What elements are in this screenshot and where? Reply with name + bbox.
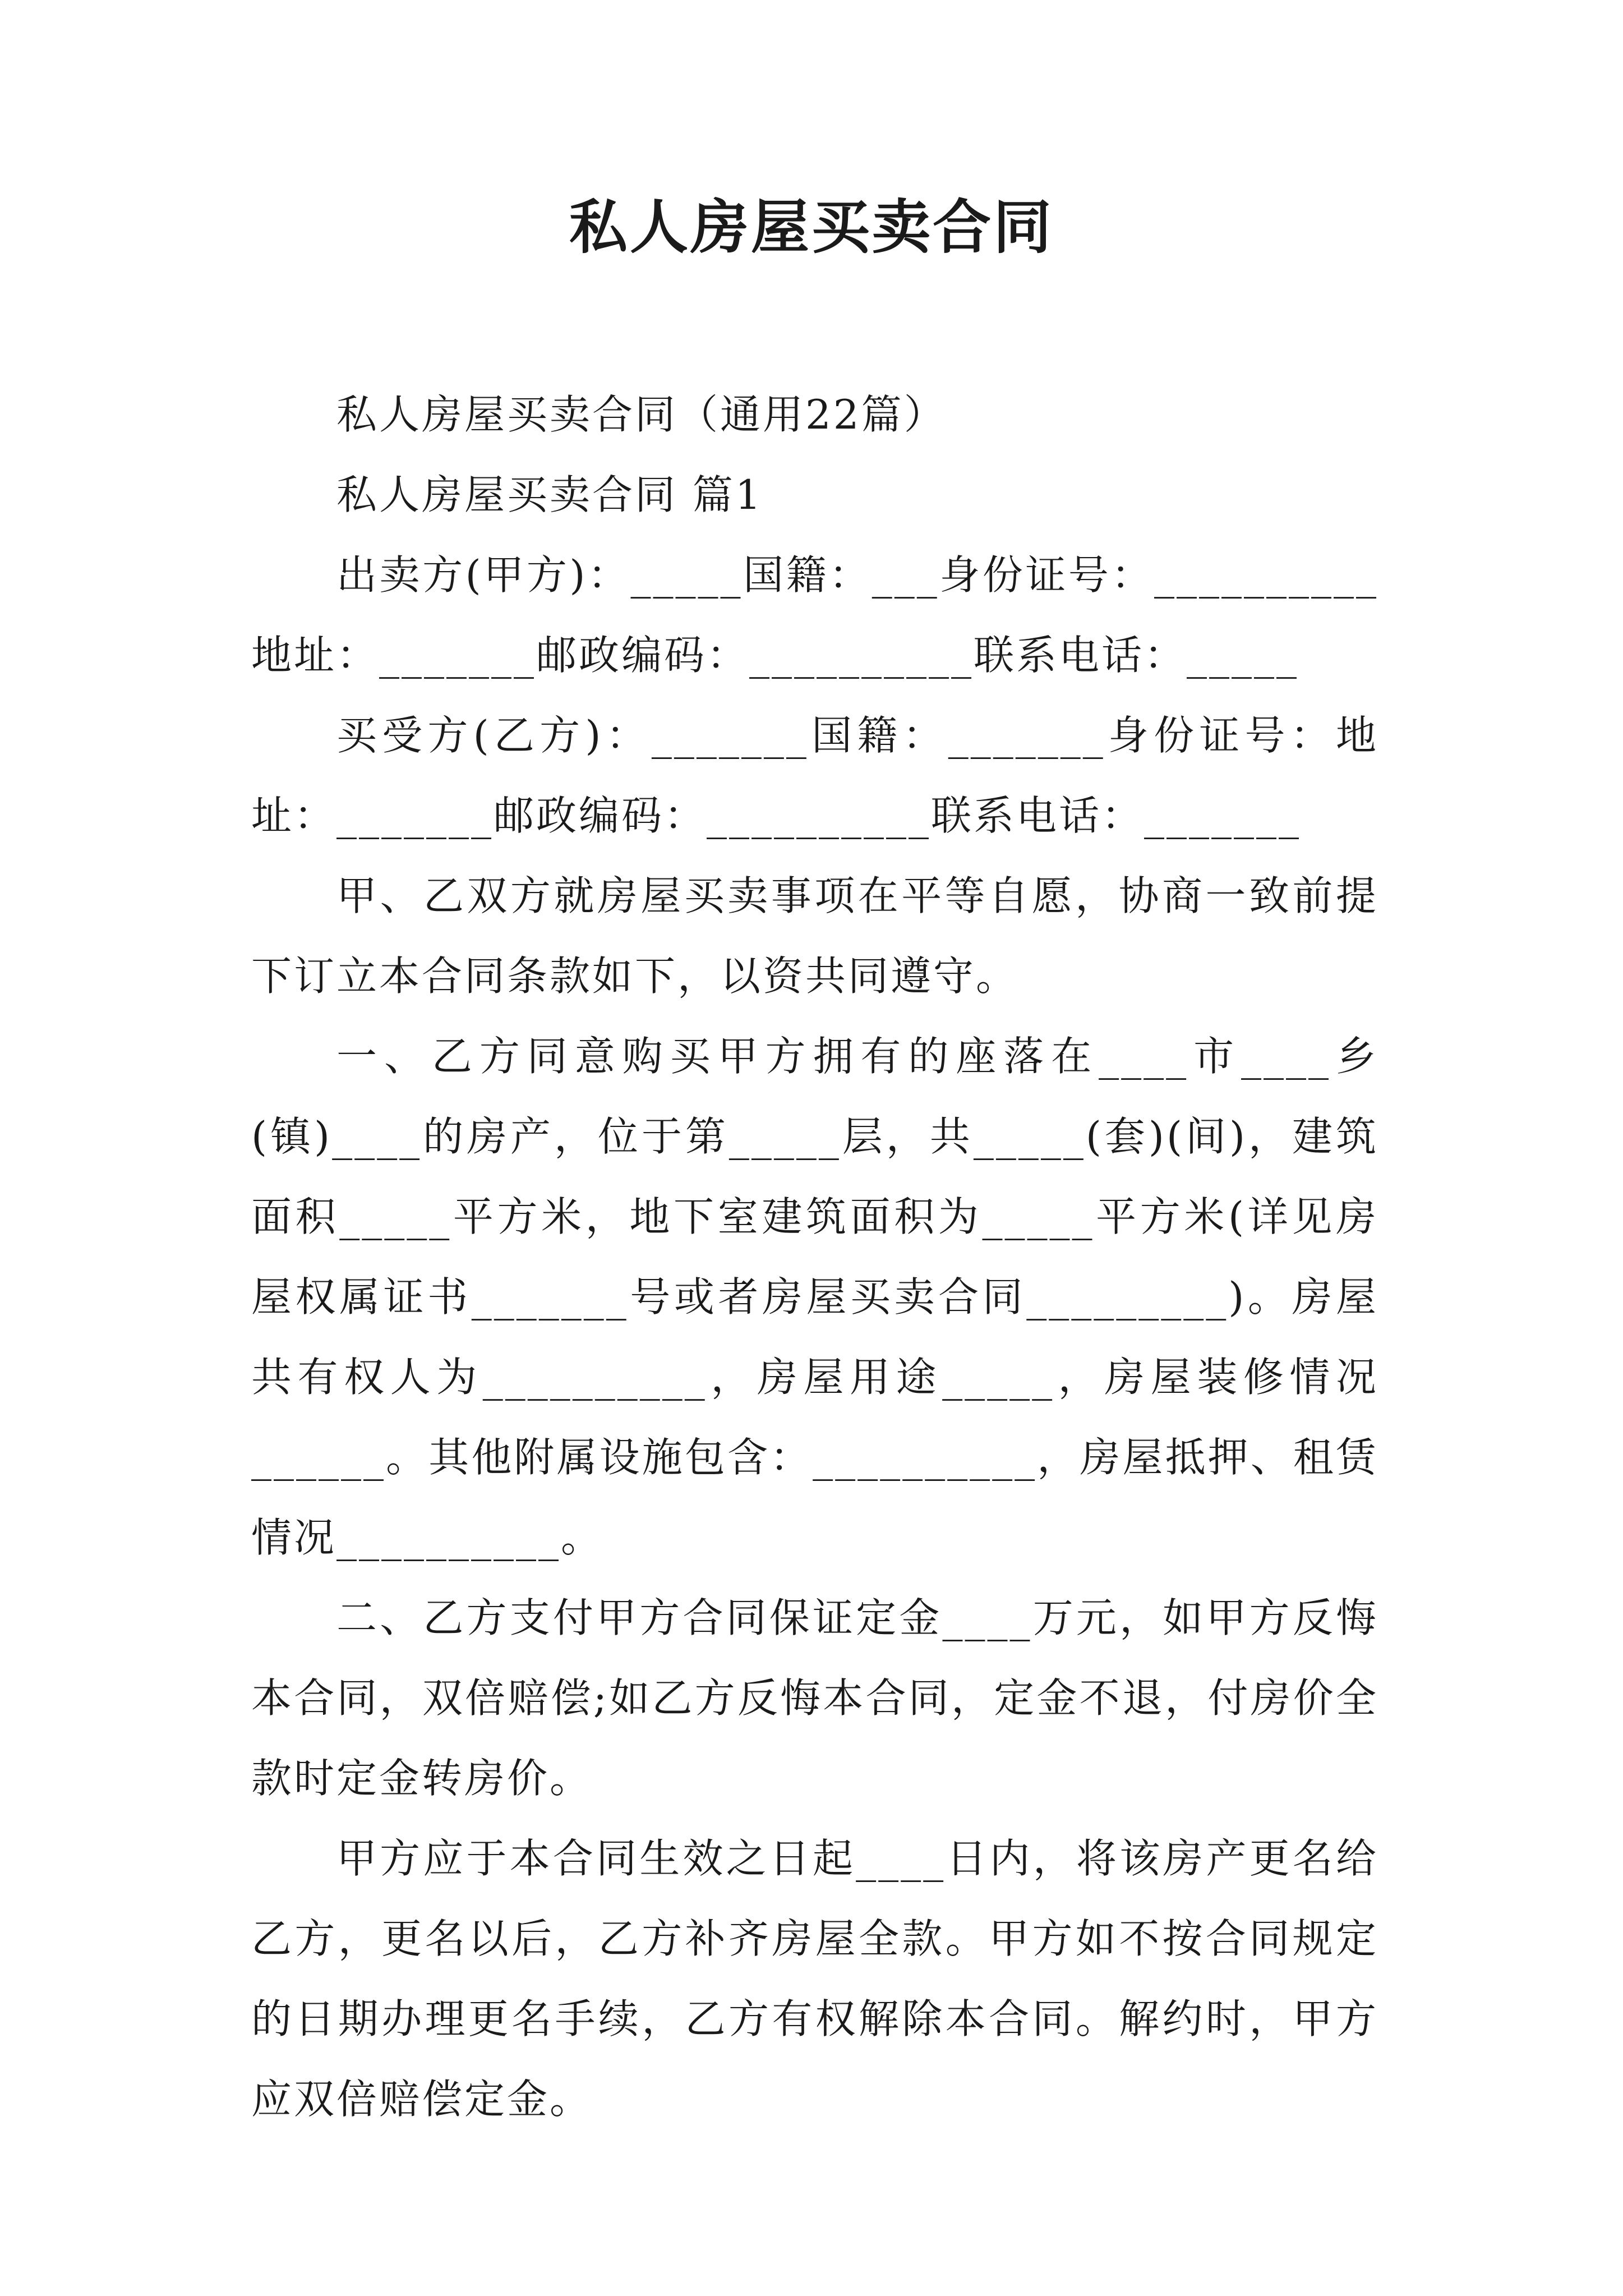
document-title: 私人房屋买卖合同 [569, 192, 1054, 261]
transfer-clause-paragraph: 甲方应于本合同生效之日起____日内，将该房产更名给乙方，更名以后，乙方补齐房屋全款。甲方如不按合同规定的日期办理更名手续，乙方有权解除本合同。解约时，甲方应双倍赔偿定金。 [251, 1835, 1378, 2123]
collection-heading: 私人房屋买卖合同（通用22篇） [336, 391, 947, 438]
seller-info-paragraph: 出卖方(甲方)：_____国籍：___身份证号：__________地址：_______邮政编码：__________联系电话：_____ [251, 551, 1378, 679]
clause-2-paragraph: 二、乙方支付甲方合同保证定金____万元，如甲方反悔本合同，双倍赔偿;如乙方反悔本合同，定金不退，付房价全款时定金转房价。 [251, 1594, 1378, 1802]
buyer-info-paragraph: 买受方(乙方)：_______国籍：_______身份证号：地址：_______邮政编码：__________联系电话：_______ [251, 712, 1378, 839]
clause-1-paragraph: 一、乙方同意购买甲方拥有的座落在____市____乡(镇)____的房产，位于第_____层，共_____(套)(间)，建筑面积_____平方米，地下室建筑面积为_____平方米(详见房屋权属证书_______号或者房屋买卖合同_________)。房屋共有权人为__________，房屋用途_____，房屋装修情况______。其他附属设施包含：__________，房屋抵押、租赁情况__________。 [251, 1033, 1378, 1561]
preamble-paragraph: 甲、乙双方就房屋买卖事项在平等自愿，协商一致前提下订立本合同条款如下，以资共同遵守。 [251, 872, 1378, 1000]
section-heading: 私人房屋买卖合同 篇1 [336, 471, 763, 518]
document-body [251, 375, 1378, 2139]
